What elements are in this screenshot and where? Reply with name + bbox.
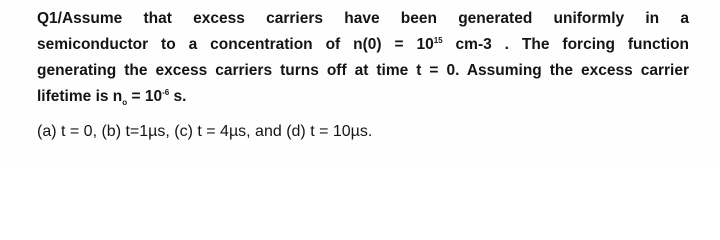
question-line-1-text: Q1/Assume that excess carriers have been generated uniformly in a: [37, 10, 689, 27]
question-line-2-after: cm-3 . The forcing function: [442, 36, 689, 53]
concentration-exponent: 15: [433, 35, 443, 45]
question-line-3-text: generating the excess carriers turns off at time t = 0. Assuming the excess carrier: [37, 62, 689, 79]
question-line-4: [37, 84, 689, 110]
question-line-4-after: s.: [169, 88, 187, 105]
question-text: [37, 6, 689, 110]
question-line-1: [37, 6, 689, 32]
question-line-3: [37, 58, 689, 84]
question-line-4-before: lifetime is n: [37, 88, 123, 105]
question-line-2-before: semiconductor to a concentration of n(0) = 10: [37, 36, 434, 53]
question-line-4-mid: = 10: [127, 88, 163, 105]
lifetime-subscript: o: [122, 98, 128, 108]
lifetime-exponent: -6: [162, 87, 170, 97]
question-parts: (a) t = 0, (b) t=1µs, (c) t = 4µs, and (d) t = 10µs.: [37, 123, 373, 140]
question-line-2: [37, 32, 689, 58]
